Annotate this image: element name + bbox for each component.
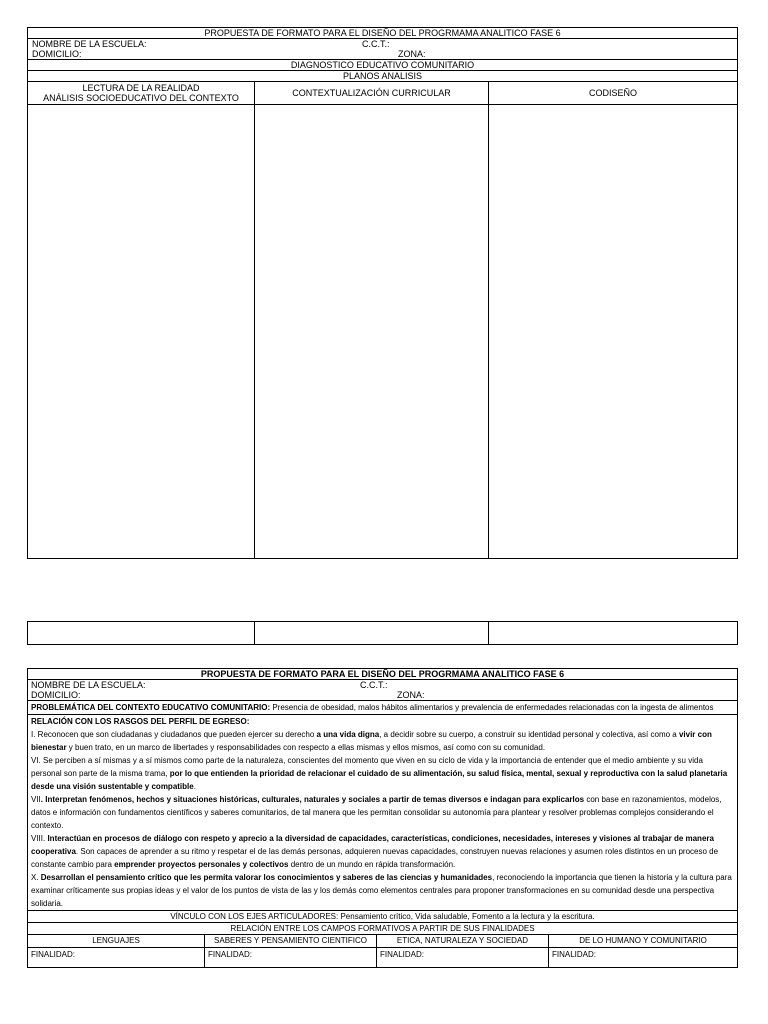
address-row-2[interactable]	[28, 690, 738, 701]
analysis-planes-heading: PLANOS ANALISIS	[28, 71, 738, 82]
cct-label: C.C.T.:	[360, 680, 388, 690]
column-header-line2: ANÁLISIS SOCIOEDUCATIVO DEL CONTEXTO	[43, 93, 239, 103]
purpose-cell-scientific[interactable]: FINALIDAD:	[205, 948, 377, 968]
field-ethics-nature-society: ETICA, NATURALEZA Y SOCIEDAD	[377, 935, 549, 948]
purpose-cell-ethics[interactable]: FINALIDAD:	[377, 948, 549, 968]
analytic-program-form-2	[27, 668, 738, 968]
blank-cell-2[interactable]	[255, 622, 489, 645]
articulating-axes-row: VÍNCULO CON LOS EJES ARTICULADORES: Pensamiento crítico, Vida saludable, Fomento a la lectura y la escritura.	[28, 911, 738, 923]
community-problem-text: Presencia de obesidad, malos hábitos alimentarios y prevalencia de enfermedades relacionadas con la ingesta de alimentos	[270, 703, 714, 712]
reality-reading-cell[interactable]	[28, 105, 255, 559]
blank-cell-3[interactable]	[489, 622, 738, 645]
profile-trait-1: I. Reconocen que son ciudadanas y ciudadanos que pueden ejercer su derecho a una vida digna, a decidir sobre su cuerpo, a construir su identidad personal y colectiva, así como a vivir con bienestar y buen trato, en un marco de libertades y responsabilidades con respecto a ellas mismas y ellos mismos, así como con su comunidad.	[31, 730, 712, 752]
purpose-cell-languages[interactable]: FINALIDAD:	[28, 948, 205, 968]
column-header-line1: LECTURA DE LA REALIDAD	[82, 83, 200, 93]
field-scientific-knowledge: SABERES Y PENSAMIENTO CIENTIFICO	[205, 935, 377, 948]
school-name-label: NOMBRE DE LA ESCUELA:	[31, 680, 146, 690]
school-row[interactable]	[28, 39, 738, 50]
zone-label: ZONA:	[397, 690, 425, 700]
community-problem-cell	[28, 701, 738, 715]
field-human-community: DE LO HUMANO Y COMUNITARIO	[549, 935, 738, 948]
address-row[interactable]	[28, 49, 738, 60]
form-title-2: PROPUESTA DE FORMATO PARA EL DISEÑO DEL PROGRMAMA ANALITICO FASE 6	[28, 669, 738, 680]
analytic-program-form-1	[27, 27, 738, 559]
diagnostic-heading: DIAGNOSTICO EDUCATIVO COMUNITARIO	[28, 60, 738, 71]
cct-label: C.C.T.:	[362, 39, 390, 49]
profile-trait-10: X. Desarrollan el pensamiento crítico que les permita valorar los conocimientos y saberes de las ciencias y humanidades, reconociendo la importancia que tienen la historia y la cultura para examinar críticamente sus propias ideas y el valor de los puntos de vista de las y los demás como elementos centrales para proponer transformaciones en su comunidad desde una perspectiva solidaria.	[31, 873, 732, 908]
codesign-cell[interactable]	[489, 105, 738, 559]
blank-cell-1[interactable]	[28, 622, 255, 645]
address-label: DOMICILIO:	[32, 49, 82, 59]
purpose-cell-human[interactable]: FINALIDAD:	[549, 948, 738, 968]
zone-label: ZONA:	[398, 49, 426, 59]
graduate-profile-cell	[28, 715, 738, 911]
field-languages: LENGUAJES	[28, 935, 205, 948]
curricular-context-cell[interactable]	[255, 105, 489, 559]
formative-fields-heading: RELACIÓN ENTRE LOS CAMPOS FORMATIVOS A PARTIR DE SUS FINALIDADES	[28, 923, 738, 935]
column-header-curricular-context: CONTEXTUALIZACIÓN CURRICULAR	[255, 82, 489, 105]
column-header-codesign: CODISEÑO	[489, 82, 738, 105]
address-label: DOMICILIO:	[31, 690, 81, 700]
school-name-label: NOMBRE DE LA ESCUELA:	[32, 39, 147, 49]
column-header-reality-reading	[28, 82, 255, 105]
graduate-profile-heading: RELACIÓN CON LOS RASGOS DEL PERFIL DE EGRESO:	[31, 717, 250, 726]
profile-trait-6: VI. Se perciben a sí mismas y a sí mismos como parte de la naturaleza, conscientes del momento que viven en su ciclo de vida y la importancia de entender que el medio ambiente y su vida personal son parte de la misma trama, por lo que entienden la prioridad de relacionar el cuidado de su alimentación, su salud física, mental, sexual y reproductiva con la salud planetaria desde una visión sustentable y compatible.	[31, 756, 728, 791]
profile-trait-7: VII. Interpretan fenómenos, hechos y situaciones históricas, culturales, naturales y sociales a partir de temas diversos e indagan para explicarlos con base en razonamientos, modelos, datos e información con fundamentos científicos y saberes comunitarios, de tal manera que les permitan consolidar su autonomía para plantear y resolver problemas complejos considerando el contexto.	[31, 795, 722, 830]
community-problem-label: PROBLEMÁTICA DEL CONTEXTO EDUCATIVO COMUNITARIO:	[31, 703, 271, 712]
blank-row-table	[27, 621, 738, 645]
profile-trait-8: VIII. Interactúan en procesos de diálogo con respeto y aprecio a la diversidad de capacidades, características, condiciones, necesidades, intereses y visiones al trabajar de manera cooperativa. Son capaces de aprender a su ritmo y respetar el de las demás personas, adquieren nuevas capacidades, construyen nuevas relaciones y asumen roles distintos en un proceso de constante cambio para emprender proyectos personales y colectivos dentro de un mundo en rápida transformación.	[31, 834, 719, 869]
school-row-2[interactable]	[28, 680, 738, 691]
form-title: PROPUESTA DE FORMATO PARA EL DISEÑO DEL PROGRMAMA ANALITICO FASE 6	[28, 28, 738, 39]
